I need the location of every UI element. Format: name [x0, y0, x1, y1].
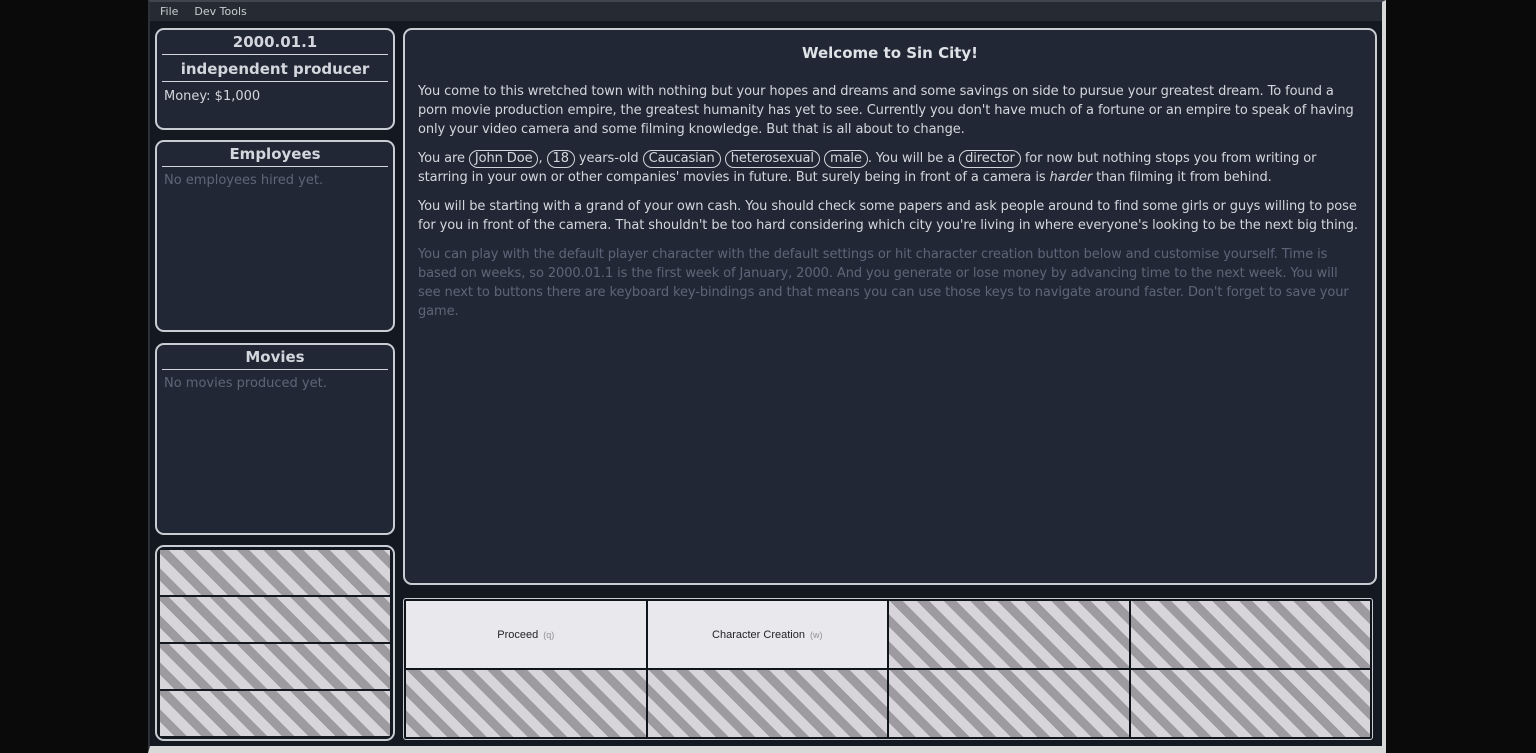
divider	[162, 166, 388, 167]
divider	[162, 369, 388, 370]
divider	[162, 54, 388, 55]
menu-bar	[150, 2, 1382, 21]
locked-actions-panel	[155, 545, 395, 741]
locked-slot	[160, 550, 390, 595]
game-content	[150, 21, 1382, 746]
player-name-chip: John Doe	[469, 150, 539, 168]
text-segment: years-old	[574, 151, 643, 166]
divider	[162, 81, 388, 82]
disabled-action-slot	[1131, 601, 1371, 668]
player-job-chip: director	[959, 150, 1021, 168]
proceed-label: Proceed	[497, 628, 539, 641]
text-segment: for now but nothing stops you from writing or starring in your own or other companies' movies in future. But surely being in front of a camera is	[418, 151, 1317, 185]
character-creation-keybind: (w)	[809, 629, 823, 640]
player-gender-chip: male	[824, 150, 868, 168]
app-window	[148, 0, 1386, 753]
disabled-action-slot	[889, 601, 1129, 668]
proceed-button[interactable]	[406, 601, 646, 668]
character-creation-label: Character Creation	[712, 628, 805, 641]
story-paragraph-1: You come to this wretched town with nothing but your hopes and dreams and some savings on side to pursue your greatest dream. To found a porn movie production empire, the greatest humanity has yet to see. Currently you don't have much of a fortune or an empire to speak of having only your video camera and some filming knowledge. But that is all about to change.	[418, 84, 1354, 137]
emphasized-word: harder	[1049, 170, 1093, 185]
story-title: Welcome to Sin City!	[801, 44, 979, 62]
text-segment: You are	[418, 151, 469, 166]
story-panel	[403, 28, 1377, 585]
employees-empty-text: No employees hired yet.	[164, 173, 324, 188]
text-segment: ,	[538, 151, 547, 166]
player-orientation-chip: heterosexual	[725, 150, 820, 168]
movies-empty-text: No movies produced yet.	[164, 376, 327, 391]
proceed-keybind: (q)	[543, 629, 555, 640]
text-segment: than filming it from behind.	[1092, 170, 1272, 185]
movies-title: Movies	[245, 348, 305, 366]
character-creation-button[interactable]	[648, 601, 888, 668]
menu-file[interactable]: File	[160, 5, 179, 18]
movies-panel	[155, 343, 395, 535]
employees-panel	[155, 140, 395, 332]
menu-dev-tools[interactable]: Dev Tools	[194, 5, 247, 18]
disabled-action-slot	[1131, 670, 1371, 737]
locked-slot	[160, 597, 390, 642]
disabled-action-slot	[406, 670, 646, 737]
story-paragraph-3: You will be starting with a grand of your own cash. You should check some papers and ask people around to find some girls or guys willing to pose for you in front of the camera. That shouldn't be too hard considering which city you're living in where everyone's looking to be the next big thing.	[418, 199, 1358, 233]
player-ethnicity-chip: Caucasian	[643, 150, 721, 168]
story-paragraph-2	[418, 149, 1362, 187]
employees-title: Employees	[229, 145, 321, 163]
story-paragraph-4-hint: You can play with the default player character with the default settings or hit character creation button below and customise yourself. Time is based on weeks, so 2000.01.1 is the first week of January, 2000. And you generate or lose money by advancing time to the next week. You will see next to buttons there are keyboard key-bindings and that means you can use those keys to navigate around faster. Don't forget to save your game.	[418, 247, 1349, 319]
player-age-chip: 18	[547, 150, 575, 168]
player-money: Money: $1,000	[164, 89, 261, 104]
text-segment: . You will be a	[867, 151, 960, 166]
player-role: independent producer	[180, 60, 370, 78]
disabled-action-slot	[648, 670, 888, 737]
game-date: 2000.01.1	[232, 33, 318, 51]
disabled-action-slot	[889, 670, 1129, 737]
player-info-panel	[155, 28, 395, 130]
locked-slot	[160, 691, 390, 736]
locked-slot	[160, 644, 390, 689]
action-bar	[403, 598, 1373, 740]
